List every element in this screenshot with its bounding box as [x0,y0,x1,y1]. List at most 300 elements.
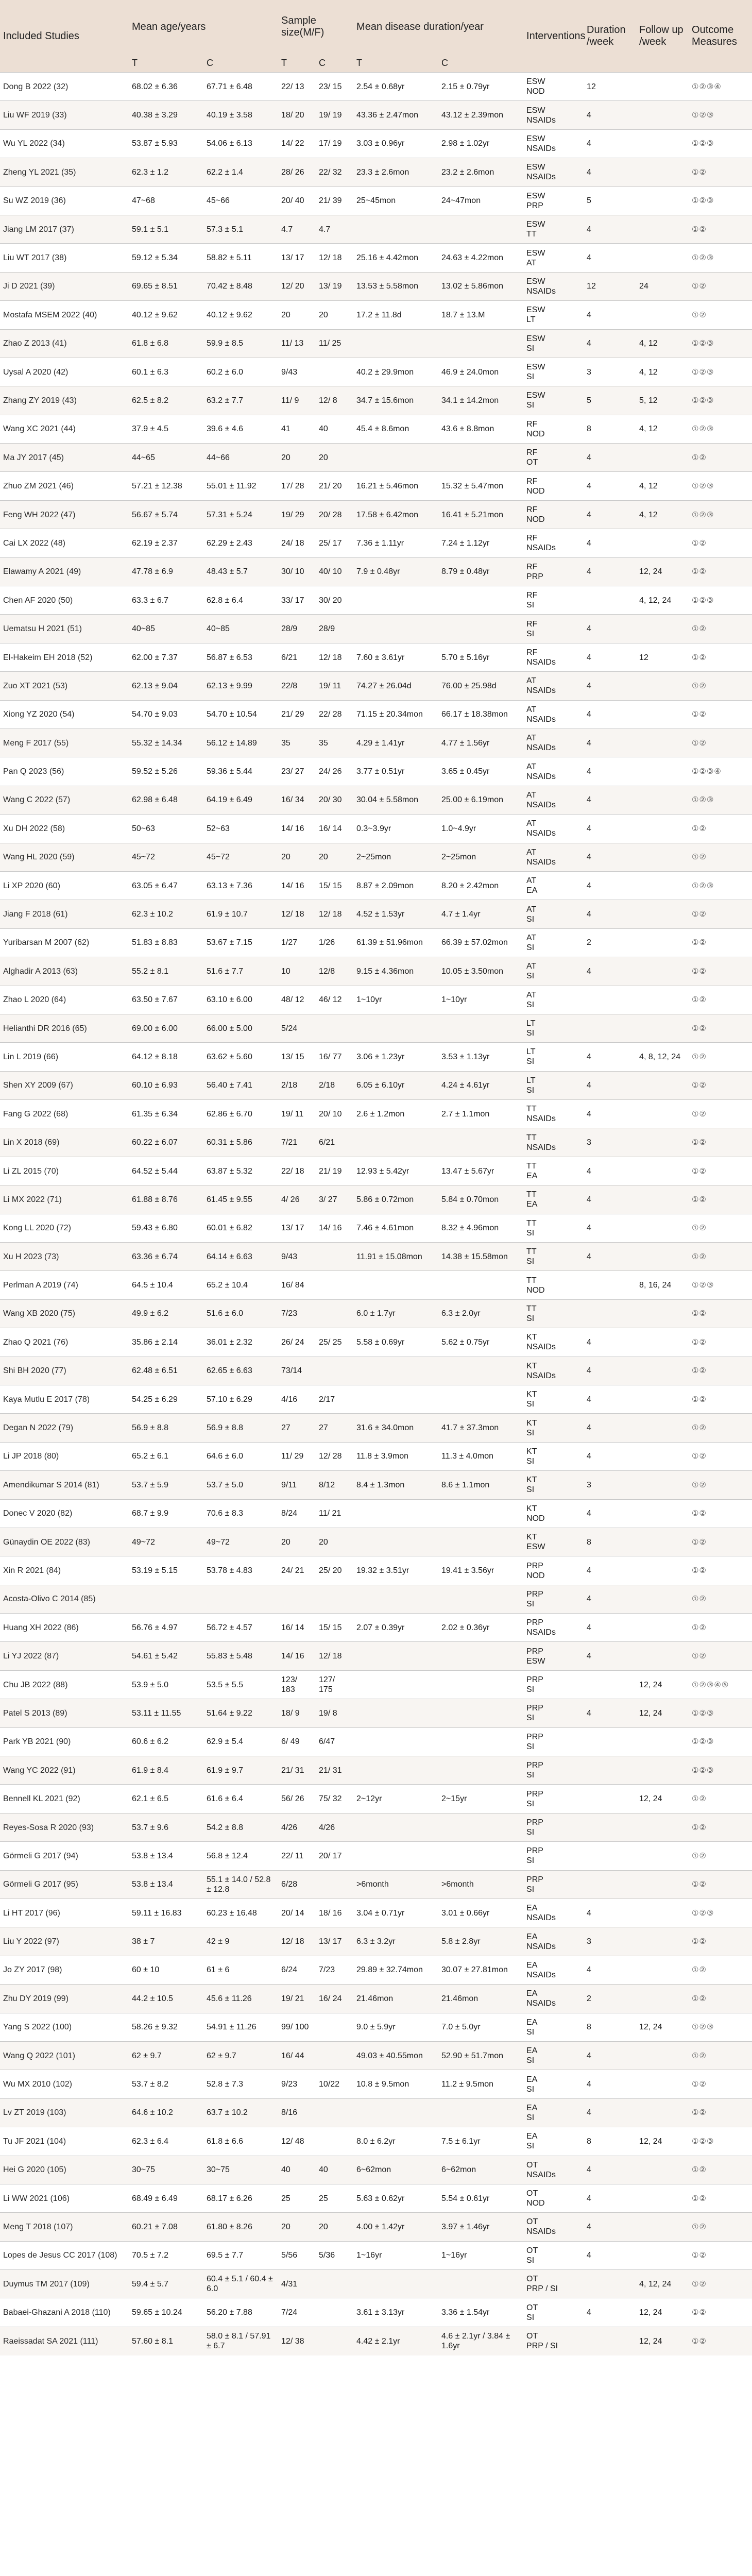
intervention-cell [523,1642,584,1670]
duration-t-cell [353,1727,438,1756]
follow-up-cell [636,615,689,643]
age-c-cell: 61 ± 6 [203,1956,278,1984]
sample-t-cell: 2/18 [278,1071,316,1099]
duration-c-cell: 43.12 ± 2.39mon [438,101,523,129]
table-row [0,101,752,129]
table-row [0,1385,752,1413]
follow-up-cell [636,444,689,472]
age-c-cell: 59.36 ± 5.44 [203,757,278,786]
duration-t-cell: 3.03 ± 0.96yr [353,129,438,158]
follow-up-cell: 12, 24 [636,2013,689,2041]
duration-c-cell: 3.36 ± 1.54yr [438,2298,523,2327]
study-cell: Yuribarsan M 2007 (62) [0,928,129,957]
follow-up-cell [636,129,689,158]
duration-t-cell [353,329,438,358]
sample-t-cell: 20 [278,1528,316,1556]
age-c-cell: 53.78 ± 4.83 [203,1556,278,1585]
study-cell: Jiang F 2018 (61) [0,900,129,928]
duration-week-cell: 4 [584,843,636,871]
age-t-cell: 53.7 ± 8.2 [129,2070,203,2098]
intervention-t: AT [526,762,537,771]
duration-week-cell: 2 [584,928,636,957]
table-row [0,700,752,728]
duration-t-cell: 6~62mon [353,2156,438,2184]
duration-week-cell [584,1842,636,1870]
age-c-cell: 66.00 ± 5.00 [203,1014,278,1042]
duration-week-cell: 4 [584,2041,636,2070]
outcome-cell: ①②③ [689,101,752,129]
intervention-c: SI [526,1714,535,1723]
table-row [0,1585,752,1613]
age-t-cell: 40~85 [129,615,203,643]
duration-c-cell: 76.00 ± 25.98d [438,672,523,700]
sample-c-cell: 20 [316,301,353,329]
study-cell: Li WW 2021 (106) [0,2184,129,2212]
duration-t-cell: 74.27 ± 26.04d [353,672,438,700]
age-t-cell: 68.02 ± 6.36 [129,73,203,101]
intervention-c: SI [526,1456,535,1466]
intervention-t: LT [526,1047,536,1057]
study-cell: Chu JB 2022 (88) [0,1670,129,1699]
study-cell: Liu WF 2019 (33) [0,101,129,129]
sample-c-cell: 46/ 12 [316,986,353,1014]
duration-t-cell [353,1271,438,1299]
intervention-c: SI [526,2027,535,2037]
table-row [0,73,752,101]
intervention-cell [523,1813,584,1841]
outcome-cell: ①②③ [689,786,752,814]
age-c-cell: 62.8 ± 6.4 [203,586,278,615]
duration-t-cell [353,2098,438,2127]
duration-c-cell: 24.63 ± 4.22mon [438,244,523,272]
duration-t-cell: 2.54 ± 0.68yr [353,73,438,101]
intervention-t: OT [526,2246,538,2255]
intervention-cell [523,900,584,928]
sample-t-cell: 7/24 [278,2298,316,2327]
follow-up-cell [636,2070,689,2098]
intervention-c: AT [526,258,537,267]
duration-c-cell: 66.39 ± 57.02mon [438,928,523,957]
age-c-cell: 60.2 ± 6.0 [203,358,278,386]
intervention-cell [523,129,584,158]
age-t-cell: 53.19 ± 5.15 [129,1556,203,1585]
duration-c-cell: 52.90 ± 51.7mon [438,2041,523,2070]
duration-week-cell: 4 [584,786,636,814]
study-cell: Park YB 2021 (90) [0,1727,129,1756]
sample-c-cell: 16/ 24 [316,1985,353,2013]
intervention-cell [523,415,584,443]
duration-t-cell: 2.07 ± 0.39yr [353,1614,438,1642]
intervention-t: TT [526,1162,537,1171]
intervention-cell [523,1328,584,1357]
outcome-cell: ①②③ [689,358,752,386]
follow-up-cell: 12, 24 [636,1785,689,1813]
header-sample-t: T [278,54,316,73]
duration-week-cell: 4 [584,329,636,358]
sample-c-cell: 20/ 10 [316,1100,353,1128]
header-included-studies: Included Studies [0,0,129,73]
age-c-cell: 51.6 ± 6.0 [203,1299,278,1328]
age-c-cell: 45~72 [203,843,278,871]
duration-c-cell: 2.02 ± 0.36yr [438,1614,523,1642]
sample-t-cell: 22/ 18 [278,1157,316,1185]
intervention-t: AT [526,790,537,800]
follow-up-cell [636,1414,689,1442]
table-row [0,472,752,500]
age-t-cell: 59.43 ± 6.80 [129,1214,203,1242]
follow-up-cell [636,672,689,700]
duration-t-cell [353,1642,438,1670]
intervention-c: SI [526,372,535,382]
study-cell: Su WZ 2019 (36) [0,187,129,215]
intervention-t: TT [526,1276,537,1285]
outcome-cell: ①② [689,1157,752,1185]
table-row [0,215,752,243]
intervention-cell [523,2241,584,2269]
age-t-cell: 56.76 ± 4.97 [129,1614,203,1642]
duration-t-cell: 45.4 ± 8.6mon [353,415,438,443]
intervention-t: OT [526,2332,538,2341]
duration-t-cell [353,1385,438,1413]
age-t-cell: 63.05 ± 6.47 [129,871,203,900]
duration-week-cell [584,1870,636,1899]
study-cell: Zhao Q 2021 (76) [0,1328,129,1357]
duration-week-cell: 4 [584,1614,636,1642]
table-row [0,986,752,1014]
outcome-cell: ①②③ [689,1899,752,1927]
age-t-cell: 64.6 ± 10.2 [129,2098,203,2127]
follow-up-cell [636,244,689,272]
table-row [0,1128,752,1157]
outcome-cell: ①② [689,1071,752,1099]
age-c-cell: 39.6 ± 4.6 [203,415,278,443]
duration-c-cell: 3.97 ± 1.46yr [438,2213,523,2241]
follow-up-cell [636,1071,689,1099]
duration-c-cell: 7.0 ± 5.0yr [438,2013,523,2041]
sample-t-cell: 14/ 16 [278,1642,316,1670]
duration-t-cell: 4.52 ± 1.53yr [353,900,438,928]
sample-c-cell: 17/ 19 [316,129,353,158]
duration-c-cell [438,1528,523,1556]
duration-c-cell: 66.17 ± 18.38mon [438,700,523,728]
study-cell: Raeissadat SA 2021 (111) [0,2327,129,2355]
age-c-cell: 62.65 ± 6.63 [203,1357,278,1385]
header-sample-size: Sample size(M/F) [278,0,353,54]
duration-t-cell: 6.3 ± 3.2yr [353,1927,438,1956]
sample-c-cell: 12/ 18 [316,643,353,671]
duration-t-cell: 6.0 ± 1.7yr [353,1299,438,1328]
follow-up-cell [636,1956,689,1984]
duration-week-cell [584,986,636,1014]
follow-up-cell [636,1585,689,1613]
intervention-cell [523,2098,584,2127]
intervention-cell [523,957,584,986]
outcome-cell: ①② [689,957,752,986]
outcome-cell: ①② [689,815,752,843]
intervention-c: SI [526,1742,535,1751]
table-row [0,1727,752,1756]
table-row [0,1043,752,1071]
duration-t-cell: 0.3~3.9yr [353,815,438,843]
age-t-cell: 62.13 ± 9.04 [129,672,203,700]
intervention-c: NOD [526,486,545,496]
outcome-cell: ①② [689,2156,752,2184]
age-c-cell: 55.01 ± 11.92 [203,472,278,500]
duration-week-cell: 4 [584,129,636,158]
intervention-c: SI [526,1029,535,1038]
duration-c-cell: 1.0~4.9yr [438,815,523,843]
duration-c-cell: 5.8 ± 2.8yr [438,1927,523,1956]
duration-week-cell [584,1785,636,1813]
sample-c-cell: 25/ 20 [316,1556,353,1585]
table-row [0,272,752,300]
sample-t-cell: 16/ 14 [278,1614,316,1642]
sample-c-cell: 23/ 15 [316,73,353,101]
duration-week-cell: 4 [584,1157,636,1185]
duration-c-cell [438,586,523,615]
header-duration-week: Duration /week [584,0,636,73]
header-duration-c: C [438,54,523,73]
follow-up-cell [636,900,689,928]
duration-t-cell: 7.36 ± 1.11yr [353,529,438,557]
intervention-c: NSAIDs [526,1143,556,1152]
sample-t-cell: 6/21 [278,643,316,671]
sample-t-cell: 6/24 [278,1956,316,1984]
intervention-cell [523,1842,584,1870]
sample-t-cell: 7/23 [278,1299,316,1328]
duration-c-cell [438,615,523,643]
study-cell: Wang XC 2021 (44) [0,415,129,443]
outcome-cell: ①② [689,2184,752,2212]
intervention-cell [523,244,584,272]
follow-up-cell: 4, 12, 24 [636,586,689,615]
table-row [0,1185,752,1214]
age-t-cell: 30~75 [129,2156,203,2184]
intervention-c: PRP [526,201,543,210]
intervention-cell [523,986,584,1014]
follow-up-cell [636,757,689,786]
duration-t-cell: 5.63 ± 0.62yr [353,2184,438,2212]
intervention-cell [523,643,584,671]
age-t-cell: 63.36 ± 6.74 [129,1243,203,1271]
duration-t-cell [353,1499,438,1528]
intervention-t: KT [526,1504,537,1513]
sample-t-cell: 23/ 27 [278,757,316,786]
intervention-c: NSAIDs [526,1970,556,1979]
follow-up-cell [636,1014,689,1042]
intervention-cell [523,73,584,101]
age-c-cell: 53.5 ± 5.5 [203,1670,278,1699]
age-t-cell: 51.83 ± 8.83 [129,928,203,957]
follow-up-cell [636,1328,689,1357]
duration-t-cell: 13.53 ± 5.58mon [353,272,438,300]
intervention-c: NSAIDs [526,715,556,724]
age-t-cell: 59.11 ± 16.83 [129,1899,203,1927]
intervention-t: OT [526,2303,538,2312]
sample-c-cell: 40 [316,415,353,443]
study-cell: Zhu DY 2019 (99) [0,1985,129,2013]
duration-week-cell: 3 [584,358,636,386]
duration-week-cell: 5 [584,386,636,415]
duration-t-cell: 7.60 ± 3.61yr [353,643,438,671]
header-age-t: T [129,54,203,73]
age-c-cell: 56.8 ± 12.4 [203,1842,278,1870]
age-t-cell: 60.22 ± 6.07 [129,1128,203,1157]
follow-up-cell [636,986,689,1014]
study-cell: Görmeli G 2017 (95) [0,1870,129,1899]
table-row [0,1528,752,1556]
intervention-t: AT [526,933,537,942]
age-c-cell: 61.80 ± 8.26 [203,2213,278,2241]
intervention-cell [523,2127,584,2156]
duration-week-cell: 4 [584,1699,636,1727]
intervention-cell [523,1528,584,1556]
duration-week-cell: 3 [584,1927,636,1956]
study-cell: Shen XY 2009 (67) [0,1071,129,1099]
table-row [0,1471,752,1499]
table-row [0,1842,752,1870]
table-row [0,529,752,557]
age-t-cell: 47~68 [129,187,203,215]
table-row [0,1870,752,1899]
intervention-c: NSAIDs [526,772,556,781]
age-t-cell: 68.49 ± 6.49 [129,2184,203,2212]
intervention-cell [523,1128,584,1157]
age-c-cell: 49~72 [203,1528,278,1556]
duration-c-cell: 2.7 ± 1.1mon [438,1100,523,1128]
outcome-cell: ①②③④ [689,757,752,786]
outcome-cell: ①②③ [689,472,752,500]
age-t-cell: 63.3 ± 6.7 [129,586,203,615]
intervention-t: KT [526,1361,537,1370]
intervention-c: PRP / SI [526,2284,558,2294]
duration-week-cell: 4 [584,900,636,928]
age-c-cell: 62.29 ± 2.43 [203,529,278,557]
duration-t-cell: 34.7 ± 15.6mon [353,386,438,415]
duration-c-cell: 2.15 ± 0.79yr [438,73,523,101]
intervention-c: SI [526,1799,535,1808]
table-row [0,1357,752,1385]
duration-t-cell: 5.86 ± 0.72mon [353,1185,438,1214]
age-t-cell: 44.2 ± 10.5 [129,1985,203,2013]
duration-c-cell: 21.46mon [438,1985,523,2013]
age-c-cell: 56.72 ± 4.57 [203,1614,278,1642]
outcome-cell: ①② [689,2270,752,2298]
duration-c-cell [438,444,523,472]
age-c-cell: 57.10 ± 6.29 [203,1385,278,1413]
intervention-t: PRP [526,1789,543,1799]
intervention-cell [523,1414,584,1442]
intervention-t: ESW [526,134,545,143]
sample-t-cell: 6/ 49 [278,1727,316,1756]
intervention-cell [523,1585,584,1613]
duration-t-cell [353,1756,438,1785]
header-interventions: Interventions [523,0,584,73]
sample-t-cell: 21/ 31 [278,1756,316,1785]
table-row [0,1670,752,1699]
intervention-c: NSAIDs [526,115,556,125]
intervention-t: RF [526,477,538,486]
sample-t-cell: 28/ 26 [278,158,316,187]
duration-week-cell: 4 [584,1185,636,1214]
study-cell: Li ZL 2015 (70) [0,1157,129,1185]
age-t-cell: 68.7 ± 9.9 [129,1499,203,1528]
sample-t-cell: 21/ 29 [278,700,316,728]
intervention-c: SI [526,1828,535,1837]
sample-t-cell: 9/23 [278,2070,316,2098]
outcome-cell: ①② [689,1785,752,1813]
duration-week-cell: 4 [584,158,636,187]
duration-t-cell: 2~25mon [353,843,438,871]
sample-t-cell: 56/ 26 [278,1785,316,1813]
outcome-cell: ①② [689,900,752,928]
study-cell: Li JP 2018 (80) [0,1442,129,1470]
duration-c-cell: 15.32 ± 5.47mon [438,472,523,500]
duration-week-cell: 12 [584,272,636,300]
sample-t-cell: 22/ 13 [278,73,316,101]
age-c-cell: 61.9 ± 10.7 [203,900,278,928]
age-t-cell: 44~65 [129,444,203,472]
intervention-c: NSAIDs [526,1913,556,1923]
table-row [0,1785,752,1813]
age-t-cell: 54.61 ± 5.42 [129,1642,203,1670]
age-t-cell: 64.5 ± 10.4 [129,1271,203,1299]
age-c-cell: 54.70 ± 10.54 [203,700,278,728]
age-t-cell: 53.9 ± 5.0 [129,1670,203,1699]
duration-c-cell: 3.53 ± 1.13yr [438,1043,523,1071]
sample-t-cell: 48/ 12 [278,986,316,1014]
age-c-cell: 67.71 ± 6.48 [203,73,278,101]
intervention-c: NSAIDs [526,1942,556,1951]
study-cell: Xin R 2021 (84) [0,1556,129,1585]
sample-c-cell [316,1014,353,1042]
outcome-cell: ①② [689,1870,752,1899]
follow-up-cell: 4, 12 [636,358,689,386]
duration-week-cell: 4 [584,1556,636,1585]
duration-c-cell: 3.01 ± 0.66yr [438,1899,523,1927]
sample-c-cell: 25/ 17 [316,529,353,557]
sample-c-cell [316,1585,353,1613]
intervention-cell [523,2184,584,2212]
study-cell: Zhao Z 2013 (41) [0,329,129,358]
table-row [0,129,752,158]
table-row [0,2070,752,2098]
sample-c-cell [316,2327,353,2355]
header-age-c: C [203,54,278,73]
follow-up-cell [636,2184,689,2212]
duration-c-cell [438,1585,523,1613]
outcome-cell: ①②③④ [689,73,752,101]
study-cell: Elawamy A 2021 (49) [0,557,129,586]
table-row [0,1813,752,1841]
duration-c-cell: 8.32 ± 4.96mon [438,1214,523,1242]
outcome-cell: ①② [689,1243,752,1271]
sample-c-cell: 21/ 19 [316,1157,353,1185]
sample-c-cell: 21/ 39 [316,187,353,215]
age-t-cell: 47.78 ± 6.9 [129,557,203,586]
sample-t-cell: 19/ 29 [278,500,316,529]
sample-t-cell: 9/11 [278,1471,316,1499]
outcome-cell: ①② [689,986,752,1014]
intervention-c: NSAIDs [526,1114,556,1124]
sample-t-cell: 24/ 18 [278,529,316,557]
intervention-cell [523,1870,584,1899]
intervention-cell [523,615,584,643]
table-header [0,0,752,73]
follow-up-cell [636,871,689,900]
sample-c-cell: 75/ 32 [316,1785,353,1813]
duration-week-cell: 4 [584,757,636,786]
